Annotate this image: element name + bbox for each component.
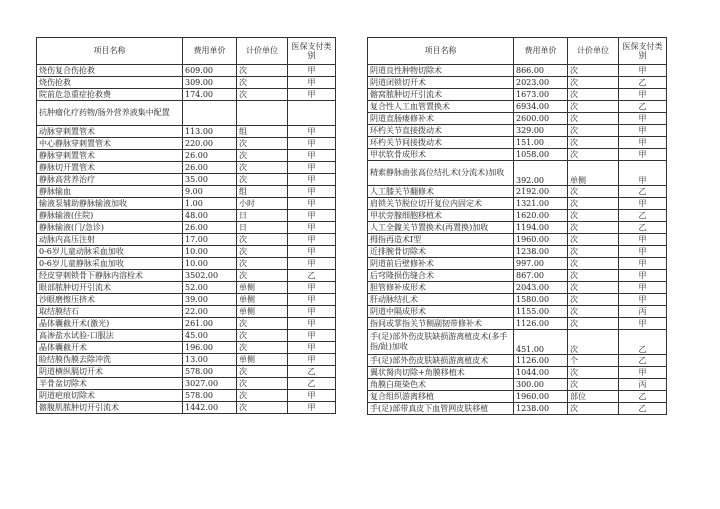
unit-cell: 日 xyxy=(237,222,288,234)
table-row xyxy=(37,222,336,234)
price-cell: 1194.00 xyxy=(514,222,568,234)
insurance-category-cell: 甲 xyxy=(288,150,336,162)
insurance-category-cell xyxy=(288,101,336,126)
item-name-cell: 阴道横纵膈切开术 xyxy=(37,366,183,378)
unit-cell: 次 xyxy=(568,318,619,330)
price-cell: 1126.00 xyxy=(514,355,568,367)
unit-cell: 次 xyxy=(237,246,288,258)
item-name-cell: 拇指再造术I型 xyxy=(368,234,514,246)
table-header-row xyxy=(368,38,667,65)
item-name-cell: 阴道闭锁切开术 xyxy=(368,77,514,89)
item-name-cell: 甲状旁腺细胞移植术 xyxy=(368,210,514,222)
item-name-cell: 烧伤抢救 xyxy=(37,77,183,89)
unit-cell: 次 xyxy=(237,366,288,378)
item-name-cell: 近排腕骨切除术 xyxy=(368,246,514,258)
price-cell: 151.00 xyxy=(514,137,568,149)
insurance-category-cell: 乙 xyxy=(619,210,667,222)
header-price: 费用单价 xyxy=(514,38,568,65)
table-row xyxy=(37,126,336,138)
insurance-category-cell: 乙 xyxy=(288,366,336,378)
price-cell: 26.00 xyxy=(183,162,237,174)
price-cell: 6934.00 xyxy=(514,101,568,113)
item-name-cell: 角膜白斑染色术 xyxy=(368,379,514,391)
price-cell: 300.00 xyxy=(514,379,568,391)
header-name: 项目名称 xyxy=(368,38,514,65)
item-name-cell: 指间或掌指关节侧副韧带修补术 xyxy=(368,318,514,330)
header-price: 费用单价 xyxy=(183,38,237,65)
insurance-category-cell: 乙 xyxy=(288,270,336,282)
insurance-category-cell: 甲 xyxy=(288,294,336,306)
unit-cell: 组 xyxy=(237,126,288,138)
table-row xyxy=(368,330,667,355)
price-cell: 2600.00 xyxy=(514,113,568,125)
price-cell: 1960.00 xyxy=(514,391,568,403)
unit-cell: 次 xyxy=(568,306,619,318)
item-name-cell: 动脉穿刺置管术 xyxy=(37,126,183,138)
unit-cell: 次 xyxy=(568,101,619,113)
item-name-cell: 烧伤复合伤抢救 xyxy=(37,65,183,77)
insurance-category-cell: 甲 xyxy=(288,198,336,210)
item-name-cell: 0-6岁儿童静脉采血加收 xyxy=(37,258,183,270)
item-name-cell: 眼部脓肿切开引流术 xyxy=(37,282,183,294)
item-name-cell: 肩锁关节脱位切开复位内固定术 xyxy=(368,198,514,210)
insurance-category-cell: 丙 xyxy=(619,379,667,391)
price-cell: 1580.00 xyxy=(514,294,568,306)
table-row xyxy=(368,367,667,379)
unit-cell: 次 xyxy=(568,137,619,149)
table-row xyxy=(368,234,667,246)
item-name-cell: 0-6岁儿童动脉采血加收 xyxy=(37,246,183,258)
price-cell: 309.00 xyxy=(183,77,237,89)
unit-cell: 单侧 xyxy=(568,161,619,186)
insurance-category-cell: 甲 xyxy=(288,222,336,234)
table-row xyxy=(368,186,667,198)
price-cell: 2043.00 xyxy=(514,282,568,294)
price-cell: 1044.00 xyxy=(514,367,568,379)
insurance-category-cell: 乙 xyxy=(619,186,667,198)
table-row xyxy=(368,101,667,113)
item-name-cell: 后穹隆损伤缝合术 xyxy=(368,270,514,282)
insurance-category-cell: 甲 xyxy=(288,89,336,101)
unit-cell: 次 xyxy=(568,258,619,270)
insurance-category-cell: 甲 xyxy=(288,282,336,294)
insurance-category-cell: 甲 xyxy=(288,330,336,342)
insurance-category-cell: 甲 xyxy=(619,198,667,210)
item-name-cell: 阴道前后壁修补术 xyxy=(368,258,514,270)
header-name: 项目名称 xyxy=(37,38,183,65)
table-row xyxy=(37,318,336,330)
item-name-cell: 睑结膜伪膜去除冲洗 xyxy=(37,354,183,366)
item-name-cell: 院前危急重症抢救费 xyxy=(37,89,183,101)
price-cell: 261.00 xyxy=(183,318,237,330)
table-row xyxy=(37,210,336,222)
table-row xyxy=(37,162,336,174)
insurance-category-cell: 甲 xyxy=(619,258,667,270)
price-cell: 9.00 xyxy=(183,186,237,198)
insurance-category-cell: 甲 xyxy=(619,149,667,161)
unit-cell: 次 xyxy=(237,342,288,354)
item-name-cell: 经皮穿刺锁骨下静脉内溶栓术 xyxy=(37,270,183,282)
price-cell: 22.00 xyxy=(183,306,237,318)
item-name-cell: 髂腹肌脓肿切开引流术 xyxy=(37,402,183,414)
price-cell: 1238.00 xyxy=(514,246,568,258)
insurance-category-cell: 乙 xyxy=(619,330,667,355)
unit-cell: 次 xyxy=(237,138,288,150)
table-header-row xyxy=(37,38,336,65)
price-cell: 2023.00 xyxy=(514,77,568,89)
price-cell: 578.00 xyxy=(183,366,237,378)
table-row xyxy=(368,246,667,258)
unit-cell: 次 xyxy=(568,270,619,282)
item-name-cell: 精索静脉曲张高位结扎术(分流术)加收 xyxy=(368,161,514,186)
insurance-category-cell: 甲 xyxy=(288,318,336,330)
unit-cell: 次 xyxy=(568,198,619,210)
insurance-category-cell: 甲 xyxy=(288,306,336,318)
item-name-cell: 手(足)部外伤皮肤缺损游离植皮术(多手指/趾)加收 xyxy=(368,330,514,355)
table-row xyxy=(37,306,336,318)
item-name-cell: 手(足)部外伤皮肤缺损游离植皮术 xyxy=(368,355,514,367)
price-cell: 3027.00 xyxy=(183,378,237,390)
insurance-category-cell: 甲 xyxy=(288,210,336,222)
unit-cell: 单侧 xyxy=(237,354,288,366)
table-row xyxy=(37,150,336,162)
unit-cell: 单侧 xyxy=(237,306,288,318)
insurance-category-cell: 甲 xyxy=(619,161,667,186)
table-row xyxy=(37,366,336,378)
table-row xyxy=(368,137,667,149)
unit-cell: 次 xyxy=(568,234,619,246)
unit-cell: 次 xyxy=(568,149,619,161)
item-name-cell: 晶体囊截开术(激光) xyxy=(37,318,183,330)
table-row xyxy=(37,246,336,258)
table-row xyxy=(37,402,336,414)
table-row xyxy=(368,198,667,210)
item-name-cell: 阴道良性肿物切除术 xyxy=(368,65,514,77)
price-cell: 48.00 xyxy=(183,210,237,222)
insurance-category-cell: 甲 xyxy=(619,367,667,379)
table-row xyxy=(368,258,667,270)
unit-cell: 次 xyxy=(237,65,288,77)
table-row xyxy=(368,77,667,89)
price-cell: 17.00 xyxy=(183,234,237,246)
price-cell: 1058.00 xyxy=(514,149,568,161)
unit-cell: 单侧 xyxy=(237,294,288,306)
fee-table-left xyxy=(36,37,336,414)
item-name-cell: 中心静脉穿刺置管术 xyxy=(37,138,183,150)
price-cell: 1442.00 xyxy=(183,402,237,414)
insurance-category-cell: 甲 xyxy=(288,234,336,246)
insurance-category-cell: 乙 xyxy=(619,403,667,415)
insurance-category-cell: 甲 xyxy=(288,390,336,402)
unit-cell: 单侧 xyxy=(237,282,288,294)
item-name-cell: 半骨盆切除术 xyxy=(37,378,183,390)
item-name-cell: 人工全髋关节置换术(再置换)加收 xyxy=(368,222,514,234)
table-row xyxy=(368,282,667,294)
unit-cell: 次 xyxy=(568,125,619,137)
header-insurance: 医保支付类别 xyxy=(288,38,336,65)
price-cell: 866.00 xyxy=(514,65,568,77)
price-cell: 1960.00 xyxy=(514,234,568,246)
insurance-category-cell: 甲 xyxy=(288,354,336,366)
price-cell: 3502.00 xyxy=(183,270,237,282)
header-insurance: 医保支付类别 xyxy=(619,38,667,65)
insurance-category-cell: 乙 xyxy=(619,222,667,234)
item-name-cell: 胆管修补成形术 xyxy=(368,282,514,294)
item-name-cell: 沙眼磨擦压挤术 xyxy=(37,294,183,306)
price-cell: 35.00 xyxy=(183,174,237,186)
item-name-cell: 环杓关节间接拨动术 xyxy=(368,137,514,149)
item-name-cell: 静脉输液(门/急诊) xyxy=(37,222,183,234)
table-row xyxy=(368,270,667,282)
table-row xyxy=(37,258,336,270)
item-name-cell: 手(足)部带真皮下血管网皮肤移植 xyxy=(368,403,514,415)
table-row xyxy=(37,89,336,101)
table-row xyxy=(37,354,336,366)
item-name-cell: 复合性人工血管置换术 xyxy=(368,101,514,113)
item-name-cell: 阴道直肠瘘修补术 xyxy=(368,113,514,125)
insurance-category-cell: 甲 xyxy=(288,246,336,258)
item-name-cell: 静脉切开置管术 xyxy=(37,162,183,174)
table-row xyxy=(368,379,667,391)
table-row xyxy=(368,161,667,186)
insurance-category-cell: 甲 xyxy=(288,77,336,89)
price-cell: 52.00 xyxy=(183,282,237,294)
price-cell: 13.00 xyxy=(183,354,237,366)
table-row xyxy=(368,222,667,234)
insurance-category-cell: 甲 xyxy=(288,258,336,270)
unit-cell: 次 xyxy=(568,186,619,198)
insurance-category-cell: 甲 xyxy=(619,282,667,294)
unit-cell: 次 xyxy=(237,378,288,390)
table-row xyxy=(368,113,667,125)
price-cell: 2192.00 xyxy=(514,186,568,198)
table-row xyxy=(368,65,667,77)
table-row xyxy=(37,198,336,210)
unit-cell: 次 xyxy=(237,174,288,186)
item-name-cell: 髂窝脓肿切开引流术 xyxy=(368,89,514,101)
table-row xyxy=(37,234,336,246)
unit-cell: 次 xyxy=(568,367,619,379)
unit-cell: 次 xyxy=(237,390,288,402)
table-row xyxy=(368,391,667,403)
price-cell: 867.00 xyxy=(514,270,568,282)
insurance-category-cell: 甲 xyxy=(619,137,667,149)
insurance-category-cell: 乙 xyxy=(619,391,667,403)
unit-cell: 次 xyxy=(568,89,619,101)
table-row xyxy=(368,403,667,415)
unit-cell: 次 xyxy=(568,77,619,89)
price-cell: 1620.00 xyxy=(514,210,568,222)
item-name-cell: 抗肿瘤化疗药物/肠外营养液集中配置 xyxy=(37,101,183,126)
table-row xyxy=(368,89,667,101)
price-cell: 26.00 xyxy=(183,150,237,162)
item-name-cell: 静脉高营养治疗 xyxy=(37,174,183,186)
item-name-cell: 输液泵辅助静脉输液加收 xyxy=(37,198,183,210)
table-row xyxy=(37,294,336,306)
insurance-category-cell: 甲 xyxy=(288,126,336,138)
unit-cell: 次 xyxy=(237,150,288,162)
item-name-cell: 人工膝关节翻修术 xyxy=(368,186,514,198)
insurance-category-cell: 甲 xyxy=(619,113,667,125)
insurance-category-cell: 甲 xyxy=(288,174,336,186)
item-name-cell: 静脉穿刺置管术 xyxy=(37,150,183,162)
price-cell: 45.00 xyxy=(183,330,237,342)
table-row xyxy=(37,330,336,342)
unit-cell: 次 xyxy=(568,403,619,415)
header-unit: 计价单位 xyxy=(568,38,619,65)
insurance-category-cell: 乙 xyxy=(619,77,667,89)
item-name-cell: 环杓关节直接拨动术 xyxy=(368,125,514,137)
item-name-cell: 复合组织游离移植 xyxy=(368,391,514,403)
header-unit: 计价单位 xyxy=(237,38,288,65)
table-row xyxy=(37,378,336,390)
price-cell: 451.00 xyxy=(514,330,568,355)
item-name-cell: 动脉内高压注射 xyxy=(37,234,183,246)
price-cell: 609.00 xyxy=(183,65,237,77)
price-cell: 39.00 xyxy=(183,294,237,306)
insurance-category-cell: 甲 xyxy=(288,186,336,198)
unit-cell: 次 xyxy=(568,65,619,77)
price-cell: 220.00 xyxy=(183,138,237,150)
unit-cell: 次 xyxy=(237,318,288,330)
unit-cell: 次 xyxy=(568,222,619,234)
unit-cell: 个 xyxy=(568,355,619,367)
insurance-category-cell: 甲 xyxy=(288,65,336,77)
price-cell: 10.00 xyxy=(183,258,237,270)
insurance-category-cell: 乙 xyxy=(619,355,667,367)
insurance-category-cell: 乙 xyxy=(288,378,336,390)
table-row xyxy=(37,186,336,198)
item-name-cell: 翼状胬肉切除+角膜移植术 xyxy=(368,367,514,379)
unit-cell: 次 xyxy=(237,77,288,89)
price-cell: 1.00 xyxy=(183,198,237,210)
item-name-cell: 静脉输血 xyxy=(37,186,183,198)
unit-cell: 日 xyxy=(237,210,288,222)
item-name-cell: 晶体囊截开术 xyxy=(37,342,183,354)
price-cell: 196.00 xyxy=(183,342,237,354)
price-cell: 174.00 xyxy=(183,89,237,101)
insurance-category-cell: 甲 xyxy=(619,270,667,282)
item-name-cell: 阴道中隔成形术 xyxy=(368,306,514,318)
item-name-cell: 高渗盐水试验-口服法 xyxy=(37,330,183,342)
unit-cell: 组 xyxy=(237,186,288,198)
unit-cell: 次 xyxy=(568,282,619,294)
table-row xyxy=(37,65,336,77)
unit-cell: 次 xyxy=(237,89,288,101)
insurance-category-cell: 甲 xyxy=(619,234,667,246)
unit-cell: 次 xyxy=(237,258,288,270)
insurance-category-cell: 甲 xyxy=(619,246,667,258)
insurance-category-cell: 甲 xyxy=(619,318,667,330)
table-row xyxy=(368,210,667,222)
price-cell: 1321.00 xyxy=(514,198,568,210)
insurance-category-cell: 丙 xyxy=(619,306,667,318)
table-row xyxy=(368,318,667,330)
table-row xyxy=(37,77,336,89)
table-row xyxy=(37,342,336,354)
unit-cell: 次 xyxy=(237,234,288,246)
insurance-category-cell: 甲 xyxy=(619,125,667,137)
insurance-category-cell: 乙 xyxy=(619,101,667,113)
price-cell: 997.00 xyxy=(514,258,568,270)
price-cell: 113.00 xyxy=(183,126,237,138)
table-row xyxy=(37,138,336,150)
unit-cell: 次 xyxy=(237,330,288,342)
price-cell: 26.00 xyxy=(183,222,237,234)
table-row xyxy=(368,149,667,161)
unit-cell: 小时 xyxy=(237,198,288,210)
price-cell: 1155.00 xyxy=(514,306,568,318)
insurance-category-cell: 甲 xyxy=(619,89,667,101)
table-row xyxy=(368,355,667,367)
unit-cell: 次 xyxy=(237,162,288,174)
item-name-cell: 肝动脉结扎术 xyxy=(368,294,514,306)
insurance-category-cell: 甲 xyxy=(619,65,667,77)
insurance-category-cell: 甲 xyxy=(288,162,336,174)
fee-table-right xyxy=(367,37,667,415)
table-row xyxy=(37,174,336,186)
price-cell: 578.00 xyxy=(183,390,237,402)
item-name-cell: 静脉输液(住院) xyxy=(37,210,183,222)
price-cell: 10.00 xyxy=(183,246,237,258)
price-cell: 392.00 xyxy=(514,161,568,186)
item-name-cell: 取结膜结石 xyxy=(37,306,183,318)
table-row xyxy=(368,306,667,318)
price-cell: 1673.00 xyxy=(514,89,568,101)
unit-cell: 次 xyxy=(568,294,619,306)
table-row xyxy=(37,101,336,126)
price-cell xyxy=(183,101,237,126)
table-row xyxy=(368,294,667,306)
insurance-category-cell: 甲 xyxy=(288,402,336,414)
unit-cell: 次 xyxy=(568,330,619,355)
unit-cell: 次 xyxy=(568,210,619,222)
insurance-category-cell: 甲 xyxy=(288,138,336,150)
table-row xyxy=(37,282,336,294)
item-name-cell: 阴道疤痕切除术 xyxy=(37,390,183,402)
table-row xyxy=(37,270,336,282)
table-row xyxy=(368,125,667,137)
insurance-category-cell: 甲 xyxy=(619,294,667,306)
insurance-category-cell: 甲 xyxy=(288,342,336,354)
table-row xyxy=(37,390,336,402)
unit-cell: 次 xyxy=(568,113,619,125)
item-name-cell: 甲状软骨成形术 xyxy=(368,149,514,161)
unit-cell: 次 xyxy=(568,379,619,391)
price-cell: 329.00 xyxy=(514,125,568,137)
unit-cell: 次 xyxy=(237,402,288,414)
price-cell: 1126.00 xyxy=(514,318,568,330)
unit-cell: 次 xyxy=(237,270,288,282)
unit-cell xyxy=(237,101,288,126)
price-cell: 1238.00 xyxy=(514,403,568,415)
unit-cell: 部位 xyxy=(568,391,619,403)
unit-cell: 次 xyxy=(568,246,619,258)
